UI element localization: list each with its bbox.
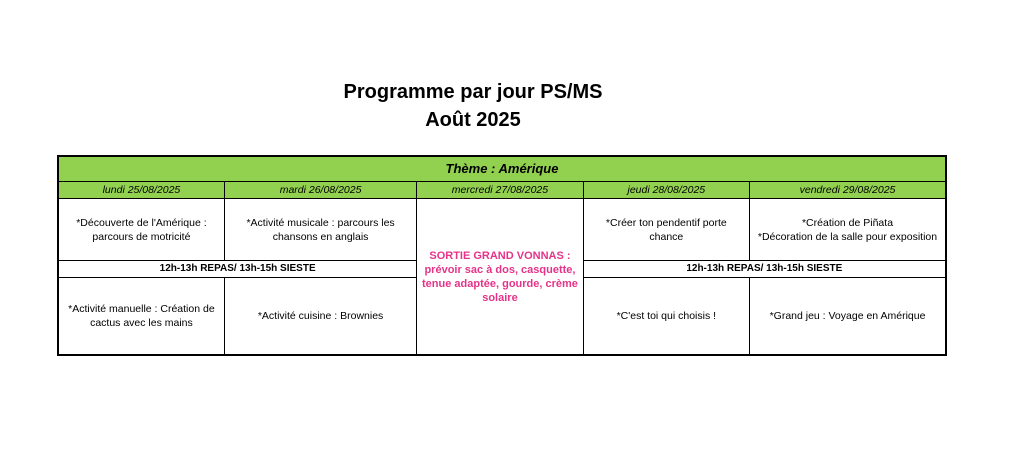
morning-activity-tuesday-text: *Activité musicale : parcours les chansons en anglais — [246, 216, 395, 243]
morning-activity-tuesday — [224, 199, 416, 261]
morning-activity-thursday-text: *Créer ton pendentif porte chance — [605, 216, 727, 243]
afternoon-activity-friday-text: *Grand jeu : Voyage en Amérique — [769, 310, 926, 322]
morning-activity-friday-text: *Création de Piñata *Décoration de la salle pour exposition — [757, 216, 938, 243]
day-header-thursday: jeudi 28/08/2025 — [583, 182, 749, 199]
day-header-wednesday: mercredi 27/08/2025 — [417, 182, 583, 199]
afternoon-activity-monday — [58, 278, 224, 356]
day-header-tuesday: mardi 26/08/2025 — [224, 182, 416, 199]
afternoon-activity-tuesday — [224, 278, 416, 356]
lunch-break-left: 12h-13h REPAS/ 13h-15h SIESTE — [58, 261, 417, 278]
afternoon-activity-tuesday-text: *Activité cuisine : Brownies — [257, 310, 384, 322]
day-header-row — [58, 182, 946, 199]
morning-activity-monday — [58, 199, 224, 261]
afternoon-activity-thursday — [583, 278, 749, 356]
title-line-2: Août 2025 — [425, 109, 521, 131]
morning-activity-thursday — [583, 199, 749, 261]
page-title — [0, 78, 946, 134]
schedule-table — [57, 155, 947, 356]
theme-row — [58, 156, 946, 182]
afternoon-activity-friday — [750, 278, 947, 356]
day-header-monday: lundi 25/08/2025 — [58, 182, 224, 199]
morning-activity-friday — [750, 199, 947, 261]
morning-row — [58, 199, 946, 261]
wednesday-outing-text: SORTIE GRAND VONNAS : prévoir sac à dos, casquette, tenue adaptée, gourde, crème solaire — [422, 249, 578, 304]
day-header-friday: vendredi 29/08/2025 — [750, 182, 947, 199]
afternoon-activity-thursday-text: *C'est toi qui choisis ! — [616, 310, 717, 322]
afternoon-activity-monday-text: *Activité manuelle : Création de cactus avec les mains — [68, 303, 215, 329]
morning-activity-monday-text: *Découverte de l'Amérique : parcours de motricité — [76, 216, 207, 243]
theme-header: Thème : Amérique — [58, 156, 946, 182]
title-line-1: Programme par jour PS/MS — [343, 81, 603, 103]
wednesday-outing — [417, 199, 583, 356]
lunch-break-right: 12h-13h REPAS/ 13h-15h SIESTE — [583, 261, 946, 278]
